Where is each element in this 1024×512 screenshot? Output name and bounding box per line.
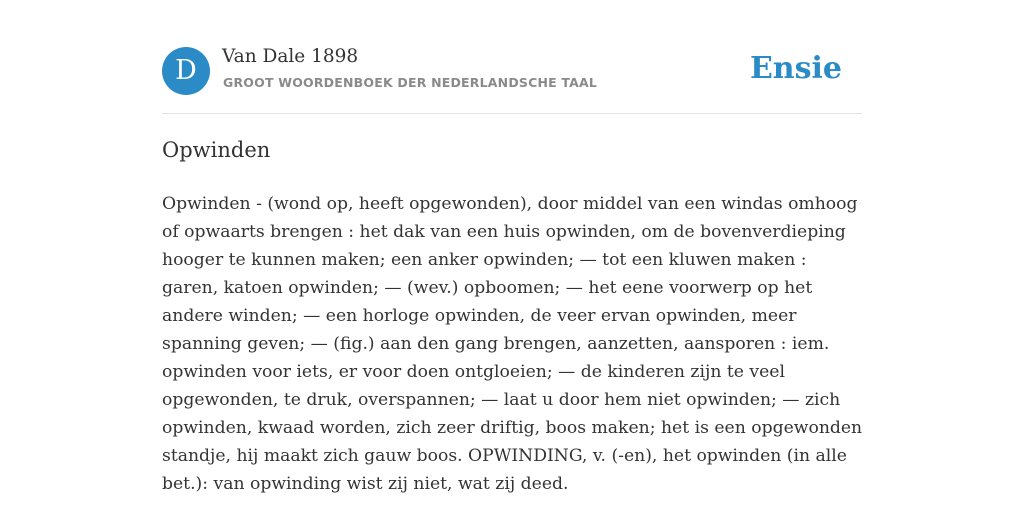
header-divider bbox=[162, 113, 862, 114]
entry-title: Opwinden bbox=[162, 138, 271, 162]
source-title[interactable]: Van Dale 1898 bbox=[222, 46, 359, 67]
header bbox=[162, 45, 862, 97]
source-subtitle: GROOT WOORDENBOEK DER NEDERLANDSCHE TAAL bbox=[223, 75, 598, 90]
brand-logo[interactable]: Ensie bbox=[749, 51, 842, 86]
entry-definition: Opwinden - (wond op, heeft opgewonden), door middel van een windas omhoog of opwaarts brengen : het dak van een huis opwinden, om de bovenverdieping hooger te kunnen maken; een anker opwinden; — tot een kluwen maken : garen, katoen opwinden; — (wev.) opboomen; — het eene voorwerp op het andere winden; — een horloge opwinden, de veer ervan opwinden, meer spanning geven; — (fig.) aan den gang brengen, aanzetten, aansporen : iem. opwinden voor iets, er voor doen ontgloeien; — de kinderen zijn te veel opgewonden, te druk, overspannen; — laat u door hem niet opwinden; — zich opwinden, kwaad worden, zich zeer driftig, boos maken; het is een opgewonden standje, hij maakt zich gauw boos. OPWINDING, v. (-en), het opwinden (in alle bet.): van opwinding wist zij niet, wat zij deed. bbox=[162, 194, 863, 494]
source-logo[interactable]: D bbox=[162, 47, 210, 95]
